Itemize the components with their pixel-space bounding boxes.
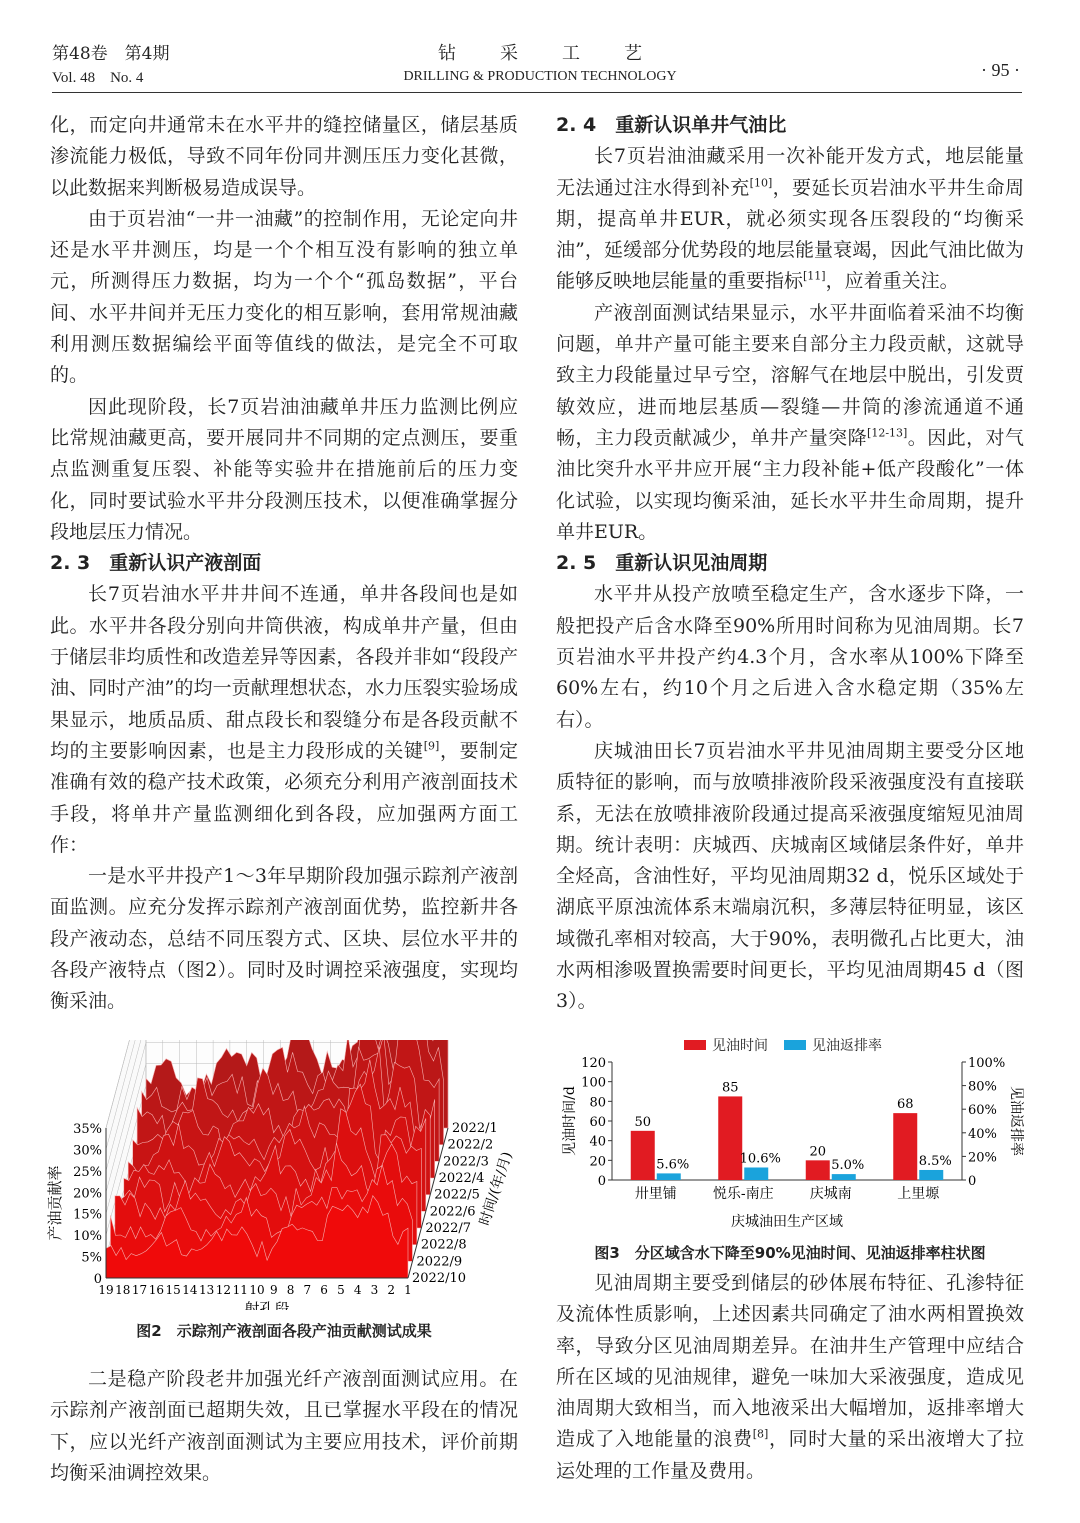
y2-tick-label: 0 [968, 1174, 977, 1189]
figure-3-caption: 图3 分区域含水下降至90%见油时间、见油返排率柱状图 [594, 1244, 986, 1262]
y2-tick-label: 60% [968, 1103, 997, 1119]
z-tick-label: 2022/6 [429, 1204, 476, 1220]
paragraph: 化，而定向井通常未在水平井的缝控储量区，储层基质渗流能力极低，导致不同年份同井测压压力变化甚微，以此数据来判断极易造成误导。 [50, 114, 518, 199]
paragraph: 由于页岩油“一井一油藏”的控制作用，无论定向井还是水平井测压，均是一个个相互没有影响的独立单元，所测得压力数据，均为一个个“孤岛数据”，平台间、水平井间并无压力变化的相互影响，套用常规油藏利用测压数据编绘平面等值线的做法，是完全不可取的。 [50, 207, 518, 387]
legend-swatch [684, 1040, 706, 1050]
paragraph: 一是水平井投产1～3年早期阶段加强示踪剂产液剖面监测。应充分发挥示踪剂产液剖面优势，监控新井各段产液动态，总结不同压裂方式、区块、层位水平井的各段产液特点（图2）。同时及时调控采液强度，实现均衡采油。 [50, 865, 518, 1013]
x-tick-label: 19 [98, 1283, 114, 1297]
data-label: 8.5% [918, 1153, 952, 1169]
y2-tick-label: 20% [968, 1150, 997, 1166]
x-tick-label: 悦乐-南庄 [712, 1186, 774, 1202]
bar-rate [744, 1167, 768, 1180]
x-tick-label: 12 [215, 1283, 232, 1297]
section-heading: 2. 5 重新认识见油周期 [556, 552, 768, 575]
y-tick-label: 30% [73, 1143, 102, 1159]
z-tick-label: 2022/1 [452, 1121, 498, 1136]
x-tick-label: 7 [303, 1283, 312, 1297]
y-tick-label: 80 [589, 1095, 606, 1111]
paragraph: 长7页岩油油藏采用一次补能开发方式，地层能量无法通过注水得到补充[10]，要延长页岩油水平井生命周期，提高单井EUR，就必须实现各压裂段的“均衡采油”，延缓部分优势段的地层能量衰竭，因此气油比做为能够反映地层能量的重要指标[11]，应着重关注。 [556, 145, 1024, 293]
x-tick-label: 1 [404, 1283, 412, 1297]
figure-2 [44, 1040, 524, 1360]
x-tick-label: 15 [165, 1283, 181, 1297]
bar-rate [832, 1174, 856, 1180]
y-tick-label: 0 [597, 1174, 606, 1189]
journal-title [340, 42, 740, 88]
bar-time [806, 1160, 830, 1180]
section-heading: 2. 3 重新认识产液剖面 [50, 552, 262, 575]
paragraph: 二是稳产阶段老井加强光纤产液剖面测试应用。在示踪剂产液剖面已超期失效，且已掌握水平段在的情况下，应以光纤产液剖面测试为主要应用技术，评价前期均衡采油调控效果。 [50, 1368, 518, 1484]
x-tick-label: 10 [249, 1283, 265, 1297]
x-axis-label: 射孔段 [244, 1300, 290, 1310]
z-tick-label: 2022/9 [416, 1254, 463, 1270]
data-label: 10.6% [739, 1151, 781, 1167]
x-tick-label: 13 [199, 1283, 215, 1297]
bar-time [718, 1096, 742, 1180]
x-tick-label: 6 [320, 1283, 328, 1297]
bar-time [893, 1113, 917, 1180]
volume-en: Vol. 48 No. 4 [52, 70, 144, 86]
citation: [9] [423, 739, 440, 753]
y-axis-label: 见油时间/d [562, 1086, 578, 1156]
x-tick-label: 8 [286, 1283, 295, 1297]
z-axis-label: 时间/(年/月) [476, 1149, 516, 1228]
paragraph: 产液剖面测试结果显示，水平井面临着采油不均衡问题，单井产量可能主要来自部分主力段贡献，这就导致主力段能量过早亏空，溶解气在地层中脱出，引发贾敏效应，进而地层基质—裂缝—井筒的渗流通道不通畅，主力段贡献减少，单井产量突降[12-13]。因此，对气油比突升水平井应开展“主力段补能+低产段酸化”一体化试验，以实现均衡采油，延长水平井生命周期，提升单井EUR。 [556, 301, 1024, 543]
paragraph: 见油周期主要受到储层的砂体展布特征、孔渗特征及流体性质影响，上述因素共同确定了油水两相置换效率，导致分区见油周期差异。在油井生产管理中应结合所在区域的见油规律，避免一味加大采液强度，造成见油周期大致相当，而入地液采出大幅增加，返排率增大造成了入地能量的浪费[8]，同时大量的采出液增大了拉运处理的工作量及费用。 [556, 1272, 1024, 1482]
paragraph: 因此现阶段，长7页岩油油藏单井压力监测比例应比常规油藏更高，要开展同井不同期的定点测压，要重点监测重复压裂、补能等实验井在措施前后的压力变化，同时要试验水平井分段测压技术，以便准确掌握分段地层压力情况。 [50, 395, 518, 543]
legend-label: 见油返排率 [812, 1038, 882, 1054]
y2-axis-label: 见油返排率 [1008, 1086, 1024, 1156]
citation: [11] [803, 270, 826, 284]
bar-time [631, 1131, 655, 1180]
page-number: · 95 · [981, 60, 1020, 80]
y-tick-label: 60 [589, 1115, 606, 1130]
z-tick-label: 2022/10 [412, 1271, 467, 1286]
paragraph: 水平井从投产放喷至稳定生产，含水逐步下降，一般把投产后含水降至90%所用时间称为见油周期。长7页岩油水平井投产约4.3个月，含水率从100%下降至60%左右，约10个月之后进入含水稳定期（35%左右）。 [556, 583, 1024, 731]
journal-title-en: DRILLING & PRODUCTION TECHNOLOGY [403, 69, 677, 84]
x-tick-label: 18 [115, 1283, 131, 1297]
x-tick-label: 9 [269, 1283, 278, 1297]
x-tick-label: 4 [353, 1283, 362, 1297]
z-tick-label: 2022/5 [434, 1187, 480, 1203]
data-label: 5.6% [656, 1157, 690, 1173]
y-tick-label: 40 [589, 1134, 606, 1150]
y-tick-label: 120 [581, 1056, 606, 1071]
x-axis-label: 庆城油田生产区域 [731, 1214, 843, 1230]
y2-tick-label: 40% [968, 1126, 997, 1142]
data-label: 85 [721, 1080, 739, 1096]
citation: [12-13] [867, 426, 908, 440]
z-tick-label: 2022/4 [438, 1171, 485, 1186]
z-tick-label: 2022/2 [447, 1137, 494, 1153]
x-tick-label: 11 [232, 1283, 248, 1297]
data-label: 50 [634, 1114, 652, 1130]
citation: [10] [749, 176, 773, 190]
volume-cn: 第48卷 第4期 [52, 44, 170, 64]
right-column [556, 110, 1024, 1018]
y2-tick-label: 80% [968, 1079, 997, 1095]
ridge-chart [44, 1040, 524, 1310]
x-tick-label: 卅里铺 [634, 1186, 677, 1202]
bar-rate [919, 1170, 943, 1180]
data-label: 20 [809, 1144, 827, 1160]
legend-label: 见油时间 [712, 1038, 768, 1054]
x-tick-label: 5 [337, 1283, 345, 1297]
z-tick-label: 2022/8 [420, 1237, 467, 1253]
bar-rate [657, 1173, 681, 1180]
journal-volume [52, 42, 169, 90]
journal-title-cn: 钻采工艺 [438, 43, 686, 64]
x-tick-label: 16 [148, 1283, 164, 1297]
x-tick-label: 上里塬 [897, 1186, 940, 1202]
y-tick-label: 35% [73, 1122, 102, 1137]
z-tick-label: 2022/7 [425, 1221, 472, 1236]
paragraph: 庆城油田长7页岩油水平井见油周期主要受分区地质特征的影响，而与放喷排液阶段采液强度没有直接联系，无法在放喷排液阶段通过提高采液强度缩短见油周期。统计表明：庆城西、庆城南区域储层条件好，单井全烃高，含油性好，平均见油周期32 d，悦乐区域处于湖底平原浊流体系末端扇沉积，多薄层特征明显，该区域微孔率相对较高，大于90%，表明微孔占比更大，油水两相渗吸置换需要时间更长，平均见油周期45 d（图3）。 [556, 739, 1024, 1013]
figure-3 [556, 1032, 1024, 1264]
data-label: 68 [896, 1097, 914, 1113]
y-tick-label: 25% [73, 1164, 102, 1180]
x-tick-label: 2 [387, 1283, 396, 1297]
y2-tick-label: 100% [968, 1056, 1006, 1071]
bar-chart [556, 1032, 1024, 1232]
header-rule [52, 92, 1022, 93]
left-column [50, 110, 518, 1018]
x-tick-label: 3 [370, 1283, 379, 1297]
x-tick-label: 庆城南 [809, 1186, 852, 1202]
data-label: 5.0% [831, 1158, 865, 1174]
y-tick-label: 0 [93, 1272, 102, 1287]
legend-swatch [784, 1040, 806, 1050]
figure-2-caption: 图2 示踪剂产液剖面各段产油贡献测试成果 [136, 1322, 432, 1340]
y-tick-label: 15% [73, 1207, 102, 1223]
paragraph: 长7页岩油水平井井间不连通，单井各段间也是如此。水平井各段分别向井筒供液，构成单井产量，但由于储层非均质性和改造差异等因素，各段并非如“段段产油、同时产油”的均一贡献理想状态，水力压裂实验场成果显示，地质品质、甜点段长和裂缝分布是各段贡献不均的主要影响因素，也是主力段形成的关键[9]，要制定准确有效的稳产技术政策，必须充分利用产液剖面技术手段，将单井产量监测细化到各段，应加强两方面工作： [50, 583, 518, 856]
y-tick-label: 5% [81, 1250, 102, 1266]
section-heading: 2. 4 重新认识单井气油比 [556, 114, 787, 136]
y-tick-label: 100 [581, 1075, 606, 1091]
y-tick-label: 20% [73, 1186, 102, 1202]
y-axis-label: 产油贡献率 [46, 1165, 64, 1241]
y-tick-label: 10% [73, 1229, 102, 1245]
citation: [8] [752, 1428, 769, 1442]
x-tick-label: 14 [182, 1283, 198, 1297]
y-tick-label: 20 [589, 1154, 606, 1170]
z-tick-label: 2022/3 [443, 1154, 489, 1170]
x-tick-label: 17 [131, 1283, 148, 1297]
